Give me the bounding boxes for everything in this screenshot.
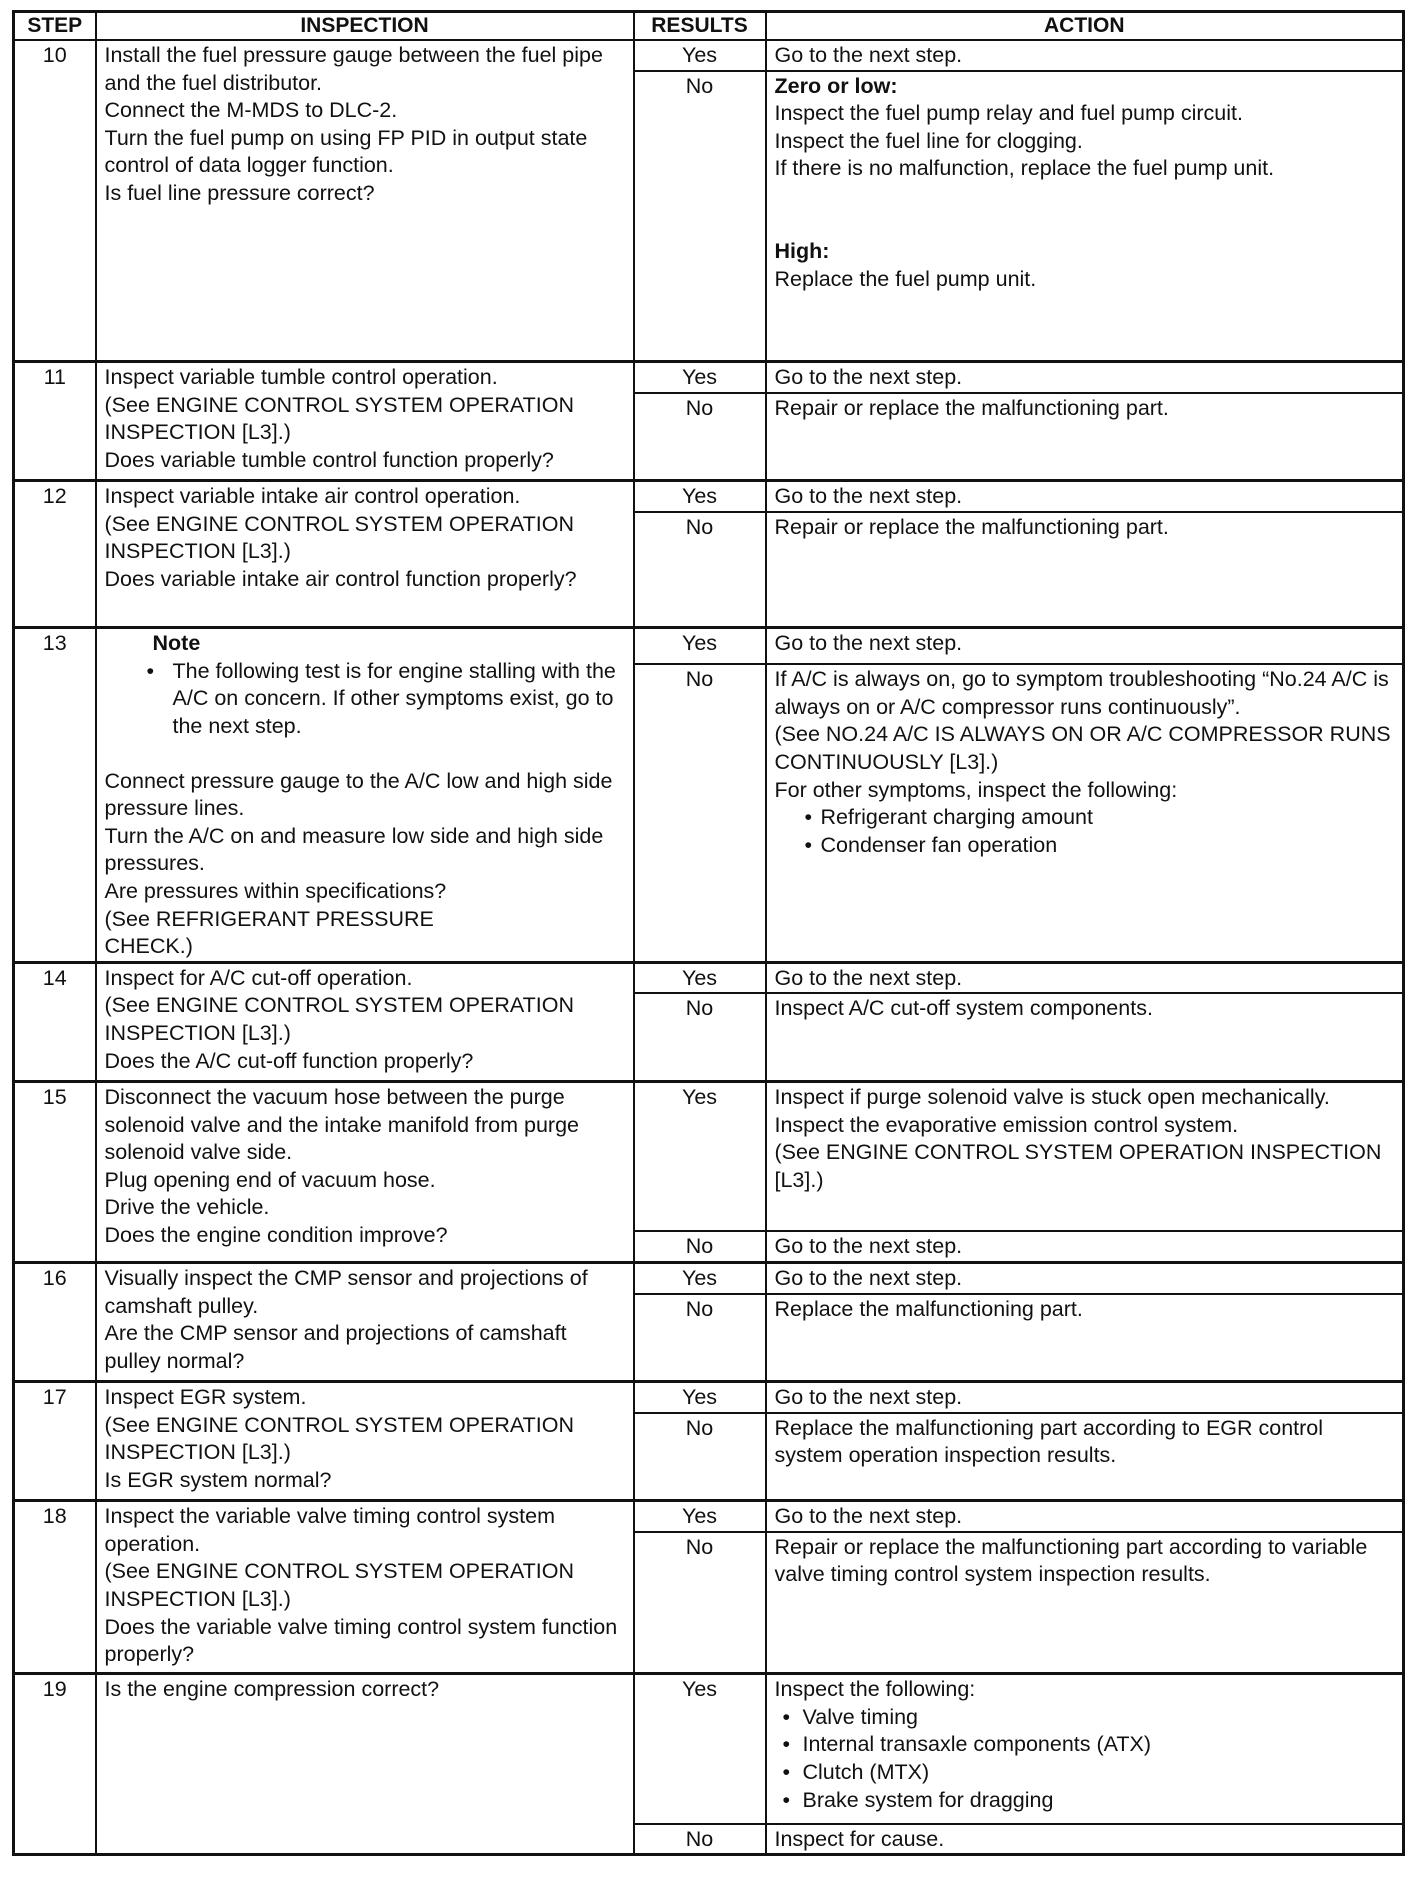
spacer: [775, 183, 1397, 238]
step-number: 10: [14, 40, 96, 362]
action-bullet: • Refrigerant charging amount: [775, 804, 1397, 832]
action-line: If there is no malfunction, replace the fuel pump unit.: [774, 156, 1275, 181]
step-10-yes-row: [14, 40, 1404, 71]
step-number: 12: [14, 481, 96, 628]
action-no: [766, 1231, 1404, 1262]
inspection-line: Disconnect the vacuum hose between the purge solenoid valve and the intake manifold from purge solenoid valve side.: [104, 1084, 585, 1165]
inspection-line: (See ENGINE CONTROL SYSTEM OPERATION INSPECTION [L3].): [104, 993, 580, 1045]
inspection-line: Does variable tumble control function properly?: [104, 447, 554, 472]
action-bullet: • Internal transaxle components (ATX): [775, 1731, 1397, 1759]
step-11-yes-row: [14, 362, 1404, 393]
action-no: [766, 1824, 1404, 1855]
action-line: Repair or replace the malfunctioning part.: [774, 514, 1169, 539]
action-bullet: • Clutch (MTX): [775, 1759, 1397, 1787]
step-number: 19: [14, 1674, 96, 1855]
action-line: Go to the next step.: [774, 1504, 963, 1529]
inspection-cell: [96, 1674, 634, 1855]
inspection-cell: [96, 481, 634, 628]
action-no: [766, 1532, 1404, 1674]
inspection-line: Turn the A/C on and measure low side and high side pressures.: [104, 823, 610, 876]
header-inspection: INSPECTION: [96, 12, 634, 41]
action-line: Go to the next step.: [774, 365, 963, 390]
action-line: Go to the next step.: [774, 965, 963, 990]
inspection-line: Drive the vehicle.: [104, 1195, 270, 1220]
troubleshooting-document: [12, 10, 1402, 1856]
step-17-yes-row: [14, 1382, 1404, 1413]
action-yes: [766, 628, 1404, 664]
inspection-cell: [96, 628, 634, 963]
result-yes: Yes: [634, 1081, 766, 1231]
action-no: [766, 512, 1404, 628]
step-number: 18: [14, 1501, 96, 1674]
step-number: 16: [14, 1263, 96, 1382]
step-number: 13: [14, 628, 96, 963]
action-yes: [766, 1674, 1404, 1824]
inspection-cell: [96, 1263, 634, 1382]
inspection-line: Is fuel line pressure correct?: [104, 180, 375, 205]
step-15-yes-row: [14, 1081, 1404, 1231]
result-no: No: [634, 512, 766, 628]
result-no: No: [634, 1532, 766, 1674]
result-yes: Yes: [634, 40, 766, 71]
action-no: [766, 993, 1404, 1081]
action-line: If A/C is always on, go to symptom troubleshooting “No.24 A/C is always on or A/C compressor runs continuously”.: [774, 667, 1395, 719]
inspection-line: (See ENGINE CONTROL SYSTEM OPERATION INSPECTION [L3].): [104, 1412, 580, 1465]
action-line: Go to the next step.: [774, 1385, 963, 1410]
step-13-yes-row: [14, 628, 1404, 664]
inspection-line: (See ENGINE CONTROL SYSTEM OPERATION INSPECTION [L3].): [104, 511, 580, 564]
result-no: No: [634, 393, 766, 481]
step-18-yes-row: [14, 1501, 1404, 1532]
action-line: Repair or replace the malfunctioning part.: [774, 395, 1169, 420]
result-yes: Yes: [634, 628, 766, 664]
action-yes: [766, 1382, 1404, 1413]
action-line: Go to the next step.: [774, 43, 963, 67]
action-line: Inspect the fuel pump relay and fuel pump circuit.: [774, 101, 1243, 126]
action-bullet: • Condenser fan operation: [775, 832, 1397, 860]
inspection-cell: [96, 1081, 634, 1262]
step-14-yes-row: [14, 962, 1404, 993]
inspection-line: Visually inspect the CMP sensor and projections of camshaft pulley.: [104, 1266, 594, 1318]
action-yes: [766, 362, 1404, 393]
inspection-cell: [96, 362, 634, 481]
result-yes: Yes: [634, 1501, 766, 1532]
inspection-line: Inspect the variable valve timing control system operation.: [104, 1504, 561, 1556]
inspection-line: Are the CMP sensor and projections of camshaft pulley normal?: [104, 1321, 573, 1373]
inspection-line: Install the fuel pressure gauge between the fuel pipe and the fuel distributor.: [104, 43, 609, 95]
result-no: No: [634, 1231, 766, 1262]
result-no: No: [634, 71, 766, 362]
action-line: Go to the next step.: [774, 631, 963, 656]
inspection-line: Is the engine compression correct?: [104, 1677, 440, 1702]
action-line: Go to the next step.: [774, 1234, 963, 1259]
action-line: Repair or replace the malfunctioning part according to variable valve timing control system inspection results.: [774, 1534, 1374, 1587]
inspection-line: Is EGR system normal?: [104, 1467, 332, 1492]
note-heading: Note: [152, 631, 201, 656]
inspection-line: Are pressures within specifications?: [104, 879, 447, 904]
step-16-yes-row: [14, 1263, 1404, 1294]
inspection-line: (See ENGINE CONTROL SYSTEM OPERATION INSPECTION [L3].): [104, 1559, 580, 1611]
result-yes: Yes: [634, 1263, 766, 1294]
step-number: 17: [14, 1382, 96, 1501]
result-yes: Yes: [634, 1674, 766, 1824]
inspection-line: Inspect variable intake air control operation.: [104, 484, 521, 509]
result-yes: Yes: [634, 1382, 766, 1413]
action-bullet: • Valve timing: [775, 1704, 1397, 1732]
action-line: Go to the next step.: [774, 484, 963, 509]
result-no: No: [634, 664, 766, 962]
action-line: Replace the malfunctioning part.: [774, 1296, 1083, 1321]
action-line: Go to the next step.: [774, 1266, 963, 1290]
action-line: Inspect the evaporative emission control system.: [774, 1112, 1239, 1137]
table-header: [14, 12, 1404, 41]
inspection-line: Inspect for A/C cut-off operation.: [104, 965, 413, 990]
result-no: No: [634, 1824, 766, 1855]
inspection-cell: [96, 40, 634, 362]
inspection-line: Turn the fuel pump on using FP PID in output state control of data logger function.: [104, 125, 594, 178]
action-yes: [766, 1263, 1404, 1294]
spacer: [105, 741, 627, 768]
troubleshooting-table: [12, 10, 1405, 1856]
inspection-cell: [96, 1501, 634, 1674]
inspection-line: Inspect EGR system.: [104, 1385, 307, 1410]
step-number: 11: [14, 362, 96, 481]
inspection-line: (See ENGINE CONTROL SYSTEM OPERATION INSPECTION [L3].): [104, 392, 580, 445]
header-action: ACTION: [766, 12, 1404, 41]
action-line: Inspect the following:: [774, 1677, 976, 1702]
result-yes: Yes: [634, 362, 766, 393]
inspection-line: Does the A/C cut-off function properly?: [104, 1048, 474, 1073]
action-line: For other symptoms, inspect the following:: [774, 777, 1178, 802]
inspection-line: Does the variable valve timing control system function properly?: [104, 1614, 624, 1667]
action-heading: High:: [774, 238, 830, 263]
step-number: 14: [14, 962, 96, 1081]
inspection-line: (See REFRIGERANT PRESSURE CHECK.): [104, 906, 440, 959]
step-number: 15: [14, 1081, 96, 1262]
result-no: No: [634, 993, 766, 1081]
action-line: (See ENGINE CONTROL SYSTEM OPERATION INSPECTION [L3].): [774, 1140, 1388, 1192]
result-no: No: [634, 1294, 766, 1382]
action-line: Inspect the fuel line for clogging.: [774, 128, 1083, 153]
inspection-cell: [96, 1382, 634, 1501]
action-line: Inspect for cause.: [774, 1826, 945, 1851]
action-line: Inspect A/C cut-off system components.: [774, 996, 1153, 1021]
inspection-line: Inspect variable tumble control operation.: [104, 365, 498, 390]
action-line: Replace the malfunctioning part according to EGR control system operation inspection results.: [774, 1415, 1330, 1468]
inspection-cell: [96, 962, 634, 1081]
result-no: No: [634, 1413, 766, 1501]
action-yes: [766, 962, 1404, 993]
action-no: [766, 393, 1404, 481]
action-no: [766, 1413, 1404, 1501]
inspection-line: Does the engine condition improve?: [104, 1222, 448, 1247]
action-yes: [766, 481, 1404, 512]
header-step: STEP: [14, 12, 96, 41]
action-no: [766, 664, 1404, 962]
action-yes: [766, 1081, 1404, 1231]
result-yes: Yes: [634, 481, 766, 512]
header-results: RESULTS: [634, 12, 766, 41]
action-no: [766, 1294, 1404, 1382]
action-line: (See NO.24 A/C IS ALWAYS ON OR A/C COMPRESSOR RUNS CONTINUOUSLY [L3].): [774, 722, 1397, 774]
action-bullet: • Brake system for dragging: [775, 1787, 1397, 1815]
action-yes: [766, 40, 1404, 71]
inspection-line: Connect pressure gauge to the A/C low and high side pressure lines.: [104, 768, 619, 821]
inspection-line: Connect the M-MDS to DLC-2.: [104, 98, 398, 123]
step-12-yes-row: [14, 481, 1404, 512]
note-bullet: • The following test is for engine stalling with the A/C on concern. If other symptoms exist, go to the next step.: [105, 658, 627, 741]
step-19-yes-row: [14, 1674, 1404, 1824]
action-yes: [766, 1501, 1404, 1532]
action-no: [766, 71, 1404, 362]
action-line: Replace the fuel pump unit.: [774, 266, 1037, 291]
result-yes: Yes: [634, 962, 766, 993]
inspection-line: Plug opening end of vacuum hose.: [104, 1167, 436, 1192]
inspection-line: Does variable intake air control function properly?: [104, 566, 577, 591]
action-line: Inspect if purge solenoid valve is stuck open mechanically.: [774, 1084, 1330, 1109]
action-heading: Zero or low:: [774, 73, 898, 98]
